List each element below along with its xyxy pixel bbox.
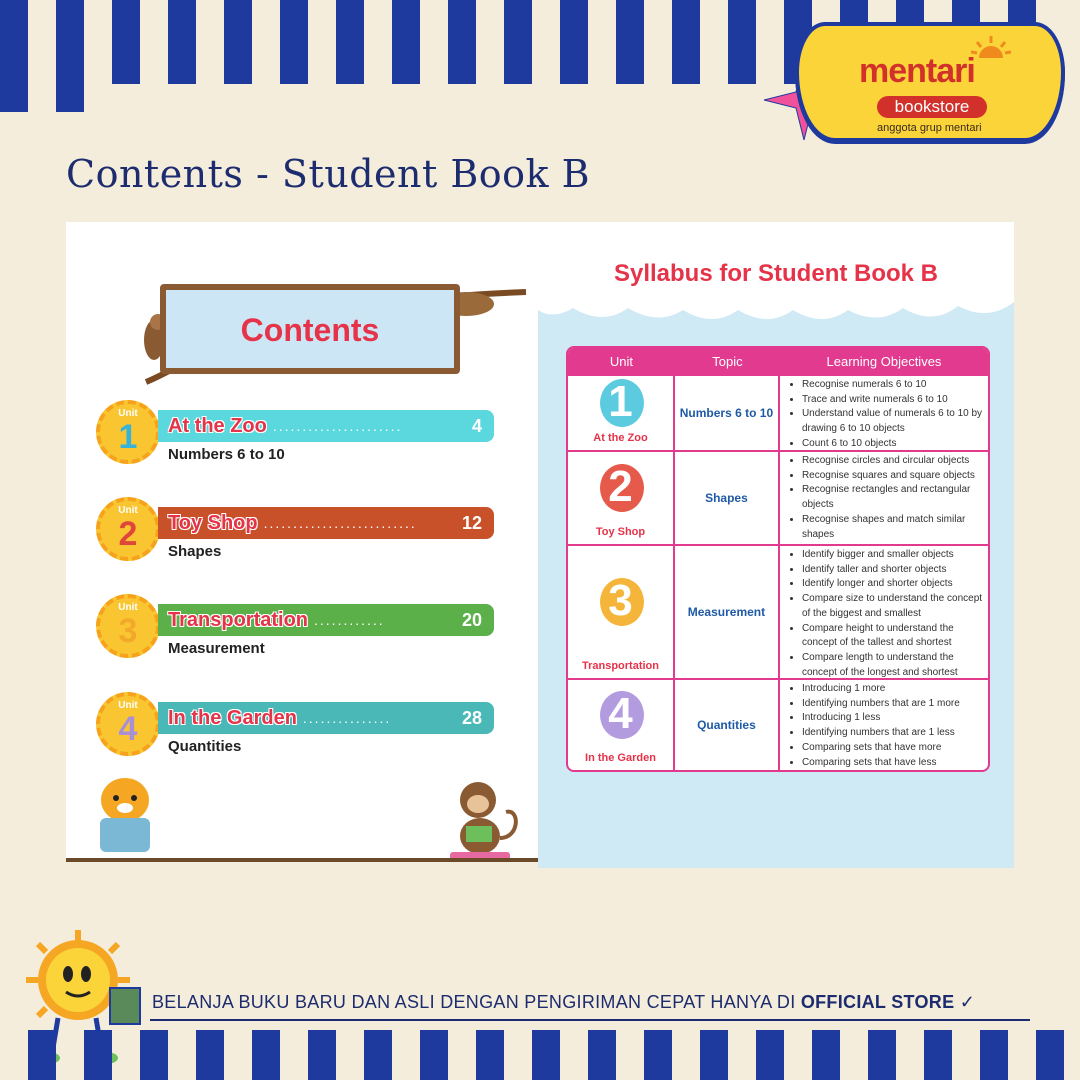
checker-cell [560,1030,588,1058]
checker-cell [0,84,28,112]
monkey-illustration [444,778,524,862]
checker-cell [532,1058,560,1080]
checker-cell [728,1058,756,1080]
checker-pattern-bottom [0,1030,1080,1080]
checker-cell [700,0,728,28]
checker-cell [644,28,672,56]
checker-cell [728,56,756,84]
footer-promo-text [152,992,975,1013]
logo-store: bookstore [877,96,987,118]
contents-banner [160,284,460,374]
checker-cell [308,1030,336,1058]
checker-cell [672,56,700,84]
unit-title: In the Garden [168,706,297,729]
checker-cell [644,0,672,28]
topic-cell: Quantities [675,680,780,770]
checker-cell [364,28,392,56]
objective-item: • Compare length to understand the concept of the longest and shortest [802,651,984,680]
checker-cell [224,56,252,84]
checker-cell [28,1058,56,1080]
checker-cell [224,0,252,28]
checker-cell [308,0,336,28]
logo-brand: mentari [859,52,975,90]
checker-cell [784,0,812,28]
checker-cell [0,28,28,56]
checker-cell [868,1030,896,1058]
checker-cell [28,0,56,28]
checker-cell [728,0,756,28]
unit-cell [568,546,675,678]
checker-cell [616,28,644,56]
checker-cell [952,1030,980,1058]
checker-cell [532,28,560,56]
unit-name: At the Zoo [593,432,648,444]
objective-item: • Identifying numbers that are 1 more [802,697,984,712]
checker-cell [868,1058,896,1080]
checker-cell [560,1058,588,1080]
checker-cell [784,1058,812,1080]
checker-cell [448,56,476,84]
leader-dots: ...................... [272,418,403,434]
syllabus-page [538,222,1014,868]
checker-cell [476,0,504,28]
checker-cell [392,1030,420,1058]
checker-cell [56,1030,84,1058]
checker-cell [644,1030,672,1058]
unit-name: Transportation [581,660,659,672]
unit-page-number: 12 [461,512,482,533]
unit-title: At the Zoo [168,414,267,437]
contents-page [66,222,538,862]
checker-cell [112,56,140,84]
checker-cell [532,56,560,84]
unit-badge [96,692,160,756]
checker-cell [504,0,532,28]
checker-cell [812,1030,840,1058]
checker-cell [644,56,672,84]
checker-cell [588,0,616,28]
checker-cell [476,1058,504,1080]
checker-cell [1036,1058,1064,1080]
checker-cell [56,1058,84,1080]
checker-cell [560,28,588,56]
unit-subtitle: Measurement [168,640,265,657]
checker-cell [420,28,448,56]
objective-item: • Count 6 to 10 objects [802,437,984,452]
checker-cell [252,1030,280,1058]
checker-cell [280,1058,308,1080]
checker-cell [672,1058,700,1080]
checker-cell [392,56,420,84]
checker-cell [308,28,336,56]
syllabus-table [566,346,990,772]
checker-cell [224,1058,252,1080]
checker-cell [448,1030,476,1058]
checker-cell [1008,1058,1036,1080]
checker-cell [700,1058,728,1080]
checker-cell [196,0,224,28]
table-row [568,544,988,678]
checker-cell [924,1058,952,1080]
contents-banner-text: Contents [240,312,380,348]
checker-cell [504,1030,532,1058]
checker-cell [336,56,364,84]
checker-cell [84,0,112,28]
objective-item: • Comparing sets that have less [802,756,984,771]
unit-word: Unit [118,408,138,419]
checker-cell [952,1058,980,1080]
checker-cell [784,1030,812,1058]
footer-underline [150,1019,1030,1021]
unit-title-bar [158,604,494,636]
checker-cell [1008,1030,1036,1058]
checker-cell [448,28,476,56]
checker-cell [448,0,476,28]
unit-number: 1 [118,418,138,456]
checker-cell [280,56,308,84]
mentari-logo [795,22,1065,142]
checker-cell [672,0,700,28]
checker-cell [308,56,336,84]
checker-cell [140,56,168,84]
checker-cell [448,1058,476,1080]
header-objectives: Learning Objectives [826,353,942,369]
objectives-cell [780,680,988,770]
unit-subtitle: Numbers 6 to 10 [168,446,285,463]
unit-badge [96,400,160,464]
logo-tagline: anggota grup mentari [877,122,982,134]
objective-item: • Identify taller and shorter objects [802,563,984,578]
checker-cell [140,0,168,28]
objective-item: • Recognise numerals 6 to 10 [802,378,984,393]
contents-unit-row [96,497,536,567]
unit-name: In the Garden [585,752,656,764]
objective-item: • Recognise circles and circular objects [802,454,984,469]
checker-cell [84,1058,112,1080]
checker-cell [56,84,84,112]
unit-cell [568,680,675,770]
checker-cell [560,0,588,28]
checker-cell [756,1030,784,1058]
unit-subtitle: Quantities [168,738,242,755]
checker-cell [112,0,140,28]
unit-big-number: 4 [608,689,633,738]
checker-cell [728,28,756,56]
checker-cell [1036,1030,1064,1058]
checker-cell [56,0,84,28]
checker-cell [476,28,504,56]
checker-cell [336,1030,364,1058]
checker-cell [280,0,308,28]
checker-cell [196,28,224,56]
checker-cell [476,1030,504,1058]
objectives-cell [780,452,988,544]
checker-cell [308,1058,336,1080]
objective-item: • Recognise squares and square objects [802,469,984,484]
checker-cell [588,1058,616,1080]
checker-cell [140,1030,168,1058]
checker-cell [672,28,700,56]
unit-title-bar [158,507,494,539]
unit-big-number: 2 [608,462,633,511]
footer-bold: OFFICIAL STORE [800,992,955,1012]
unit-name: Toy Shop [595,526,646,538]
checker-cell [392,1058,420,1080]
checker-cell [252,28,280,56]
topic-cell: Numbers 6 to 10 [675,376,780,450]
tiger-illustration [90,770,160,858]
objective-item: • Identifying numbers that are 1 less [802,726,984,741]
unit-word: Unit [118,505,138,516]
checker-cell [28,56,56,84]
checker-cell [532,0,560,28]
checker-cell [168,28,196,56]
checker-cell [420,1058,448,1080]
checker-cell [112,1058,140,1080]
checker-cell [756,1058,784,1080]
checker-cell [532,1030,560,1058]
checker-cell [364,0,392,28]
syllabus-title: Syllabus for Student Book B [613,260,939,287]
footer-text: BELANJA BUKU BARU DAN ASLI DENGAN PENGIRIMAN CEPAT HANYA DI [152,992,801,1012]
checker-cell [84,28,112,56]
checker-cell [588,56,616,84]
objective-item: • Recognise rectangles and rectangular objects [802,483,984,512]
checker-cell [336,28,364,56]
checker-cell [420,1030,448,1058]
unit-word: Unit [118,602,138,613]
checker-cell [700,56,728,84]
objective-item: • Understand value of numerals 6 to 10 by drawing 6 to 10 objects [802,407,984,436]
checker-cell [224,28,252,56]
checker-cell [840,1058,868,1080]
checker-cell [112,28,140,56]
checker-cell [252,1058,280,1080]
unit-page-number: 28 [461,707,482,728]
checker-cell [896,1058,924,1080]
checker-cell [476,56,504,84]
checker-cell [756,28,784,56]
objective-item: • Compare size to understand the concept of the biggest and smallest [802,592,984,621]
checker-cell [0,56,28,84]
unit-word: Unit [118,700,138,711]
table-row [568,450,988,544]
table-row [568,374,988,450]
unit-title: Toy Shop [168,511,258,534]
checker-cell [504,28,532,56]
unit-title-bar [158,702,494,734]
checker-cell [616,0,644,28]
checker-cell [0,0,28,28]
unit-title-bar [158,410,494,442]
objective-item: • Introducing 1 more [802,682,984,697]
checker-cell [196,56,224,84]
objective-item: • Compare height to understand the concept of the tallest and shortest [802,622,984,651]
checker-cell [364,1030,392,1058]
unit-subtitle: Shapes [168,543,222,560]
checker-cell [392,0,420,28]
leader-dots: .......................... [263,515,417,531]
topic-cell: Shapes [675,452,780,544]
leader-dots: ............... [302,710,392,726]
table-header [568,348,988,374]
checker-cell [616,1058,644,1080]
checker-cell [196,1030,224,1058]
checker-cell [252,0,280,28]
checker-cell [56,56,84,84]
checker-cell [280,1030,308,1058]
checker-cell [0,1058,28,1080]
topic-cell: Measurement [675,546,780,678]
contents-unit-row [96,692,536,762]
unit-big-number: 3 [608,576,633,625]
unit-badge [96,594,160,658]
unit-number: 2 [118,515,138,553]
checker-cell [588,28,616,56]
checker-cell [700,1030,728,1058]
checker-cell [168,0,196,28]
checker-cell [84,1030,112,1058]
leader-dots: ............ [314,612,385,628]
checker-cell [336,0,364,28]
checker-cell [644,1058,672,1080]
objective-item: • Trace and write numerals 6 to 10 [802,393,984,408]
sun-icon [971,36,1011,60]
checker-cell [84,56,112,84]
checker-cell [140,1058,168,1080]
page-title: Contents - Student Book B [66,152,591,196]
checker-cell [924,1030,952,1058]
objective-item: • Introducing 1 less [802,711,984,726]
contents-unit-row [96,400,536,470]
checker-cell [616,1030,644,1058]
checker-cell [812,1058,840,1080]
header-unit: Unit [609,353,634,369]
unit-cell [568,452,675,544]
checker-cell [616,56,644,84]
unit-number: 4 [118,710,138,748]
objective-item: • Identify bigger and smaller objects [802,548,984,563]
checker-cell [364,56,392,84]
checker-cell [56,28,84,56]
checker-cell [588,1030,616,1058]
unit-number: 3 [118,612,138,650]
checker-cell [980,1030,1008,1058]
checker-cell [392,28,420,56]
checker-cell [280,28,308,56]
checker-cell [140,28,168,56]
ground-line [66,858,538,862]
contents-unit-row [96,594,536,664]
unit-big-number: 1 [608,377,633,426]
checker-cell [336,1058,364,1080]
checker-cell [672,1030,700,1058]
unit-page-number: 20 [461,609,482,630]
checker-cell [0,1030,28,1058]
unit-cell [568,376,675,450]
objective-item: • Comparing sets that have more [802,741,984,756]
objectives-cell [780,546,988,678]
checker-cell [420,0,448,28]
unit-title: Transportation [168,608,309,631]
checker-cell [28,84,56,112]
checker-cell [756,0,784,28]
check-icon: ✓ [959,992,976,1012]
checker-cell [112,1030,140,1058]
checker-cell [980,1058,1008,1080]
objective-item: • Recognise shapes and match similar shapes [802,513,984,542]
checker-cell [28,28,56,56]
checker-cell [504,1058,532,1080]
checker-cell [728,1030,756,1058]
checker-cell [252,56,280,84]
checker-cell [840,1030,868,1058]
unit-page-number: 4 [471,415,482,436]
header-topic: Topic [712,353,743,369]
table-row [568,678,988,770]
checker-cell [224,1030,252,1058]
checker-cell [168,56,196,84]
checker-cell [28,1030,56,1058]
checker-cell [896,1030,924,1058]
checker-cell [700,28,728,56]
checker-cell [504,56,532,84]
checker-cell [196,1058,224,1080]
objectives-cell [780,376,988,450]
checker-cell [168,1058,196,1080]
unit-badge [96,497,160,561]
checker-cell [168,1030,196,1058]
checker-cell [560,56,588,84]
checker-cell [364,1058,392,1080]
objective-item: • Identify longer and shorter objects [802,577,984,592]
checker-cell [420,56,448,84]
